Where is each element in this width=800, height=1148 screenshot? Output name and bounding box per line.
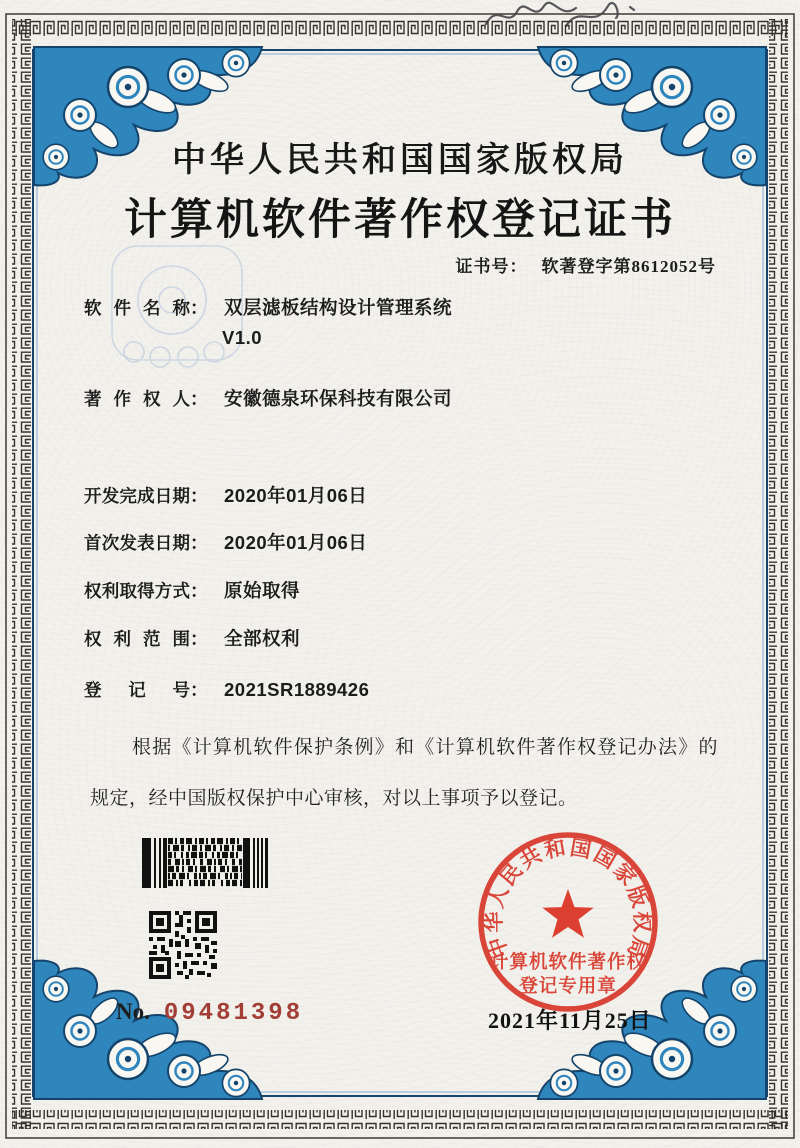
field-value: 2021SR1889426	[224, 679, 370, 700]
barcode	[142, 838, 268, 888]
field-value: 2020年01月06日	[224, 532, 368, 553]
red-star-icon	[542, 889, 593, 938]
field-software-name	[84, 294, 452, 320]
qr-code	[149, 911, 217, 979]
field-colon: ：	[190, 581, 208, 601]
field-label: 首次发表日期	[84, 533, 190, 553]
field-dev-complete-date	[84, 482, 367, 508]
issue-date: 2021年11月25日	[488, 1008, 652, 1033]
field-value: 原始取得	[224, 580, 301, 601]
certificate-title: 计算机软件著作权登记证书	[124, 197, 676, 244]
statement-line-2: 规定，经中国版权保护中心审核，对以上事项予以登记。	[90, 788, 578, 809]
official-seal	[458, 812, 688, 1032]
field-label: 登记号	[84, 680, 190, 700]
field-label: 著作权人	[84, 389, 190, 409]
field-colon: ：	[190, 298, 208, 318]
statement-line-1: 根据《计算机软件保护条例》和《计算机软件著作权登记办法》的	[132, 737, 718, 758]
field-value: 2020年01月06日	[224, 485, 368, 506]
serial-label: No.	[116, 999, 150, 1024]
field-software-version: V1.0	[222, 327, 263, 348]
issuing-authority: 中华人民共和国国家版权局	[172, 142, 628, 179]
field-label: 开发完成日期	[84, 486, 190, 506]
serial-number-line	[116, 999, 303, 1027]
seal-inner-line-1: 计算机软件著作权	[489, 953, 647, 973]
field-label: 软件名称	[84, 298, 190, 318]
field-colon: ：	[190, 680, 208, 700]
field-first-publish-date	[84, 529, 367, 555]
field-right-scope	[84, 625, 300, 651]
field-value: 安徽德泉环保科技有限公司	[224, 388, 453, 409]
certificate-number-value: 软著登字第8612052号	[541, 257, 716, 276]
field-value: 双层滤板结构设计管理系统	[224, 297, 453, 318]
field-copyright-owner	[84, 385, 452, 411]
field-registration-number	[84, 676, 369, 702]
field-colon: ：	[190, 629, 208, 649]
field-value: 全部权利	[224, 628, 301, 649]
field-label: 权利取得方式	[84, 581, 190, 601]
serial-number: 09481398	[163, 1000, 304, 1027]
certificate-number-line	[456, 252, 717, 277]
certificate-number-label: 证书号：	[455, 257, 528, 276]
seal-inner-line-2: 登记专用章	[519, 977, 617, 997]
field-colon: ：	[190, 533, 208, 553]
field-colon: ：	[190, 486, 208, 506]
field-right-acquisition	[84, 577, 300, 603]
registration-statement	[90, 733, 718, 814]
field-label: 权利范围	[84, 629, 190, 649]
corner-flourish-bottom-left	[34, 961, 262, 1099]
field-colon: ：	[190, 389, 208, 409]
seal-ring-text: 中华人民共和国国家版权局	[481, 835, 655, 962]
